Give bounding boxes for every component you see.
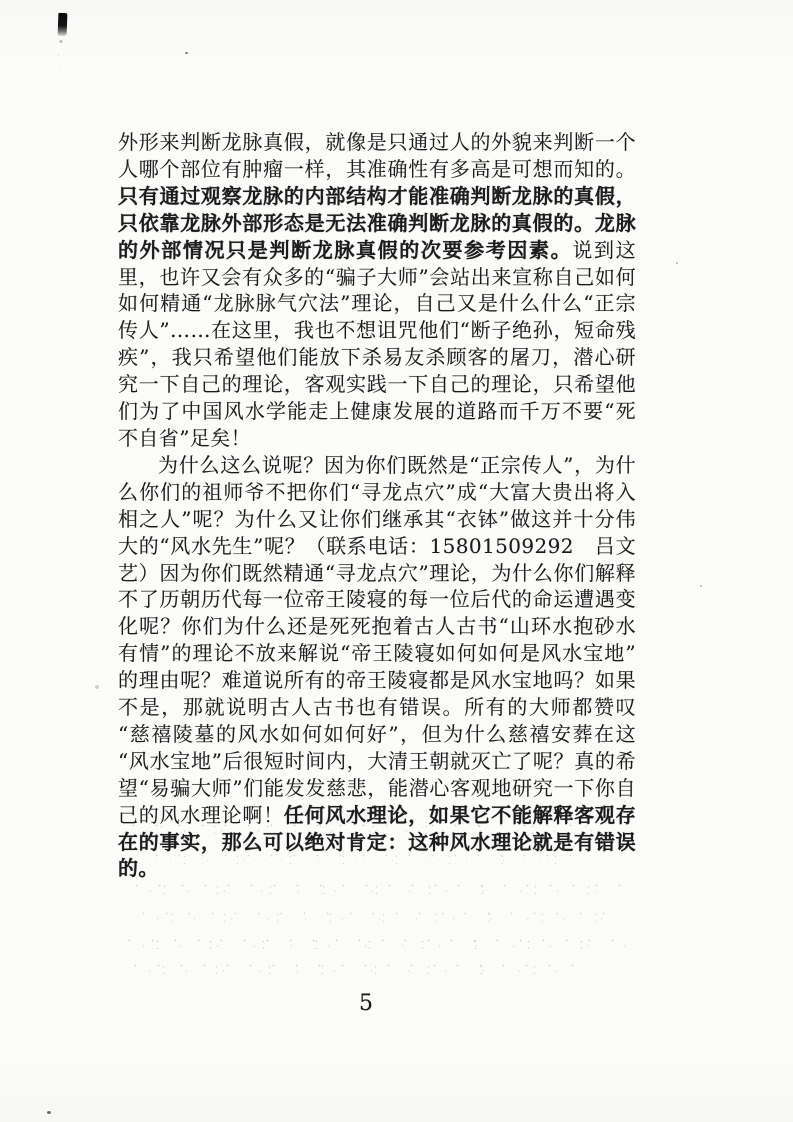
scan-speckle — [95, 685, 99, 689]
ink-blot-artifact — [58, 13, 68, 36]
page-number: 5 — [359, 991, 373, 1016]
text-block — [118, 129, 636, 882]
noise-row — [125, 880, 625, 894]
noise-row — [118, 935, 628, 949]
text-segment: 为什么这么说呢？因为你们既然是“正宗传人”，为什么你们的祖师爷不把你们“寻龙点穴”成“大富大贵出将入相之人”呢？为什么又让你们继承其“衣钵”做这并十分伟大的“风水先生”呢？（联系电话：15801509292 吕文艺）因为你们既然精通“寻龙点穴”理论，为什么你们解释不了历朝历代每一位帝王陵寝的每一位后代的命运遭遇变化呢？你们为什么还是死死抱着古人古书“山环水抱砂水有情”的理论不放来解说“帝王陵寝如何如何是风水宝地”的理由呢？难道说所有的帝王陵寝都是风水宝地吗？如果不是，那就说明古人古书也有错误。所有的大师都赞叹“慈禧陵墓的风水如何如何好”，但为什么慈禧安葬在这“风水宝地”后很短时间内，大清王朝就灭亡了呢？真的希望“易骗大师”们能发发慈悲，能潜心客观地研究一下你自己的风水理论啊！ — [118, 452, 636, 827]
scan-speckle — [185, 52, 188, 54]
bold-text-segment: 只有通过观察龙脉的内部结构才能准确判断龙脉的真假，只依靠龙脉外部形态是无法准确判断龙脉的真假的。龙脉的外部情况只是判断龙脉真假的次要参考因素。 — [118, 183, 636, 262]
noise-row — [132, 908, 612, 922]
noise-row — [122, 820, 592, 834]
scan-speckle — [47, 1111, 51, 1114]
noise-row — [124, 960, 584, 974]
paragraph — [118, 129, 636, 452]
text-segment: 外形来判断龙脉真假，就像是只通过人的外貌来判断一个人哪个部位有肿瘤一样，其准确性有多高是可想而知的。 — [118, 130, 636, 181]
noise-row — [145, 850, 575, 864]
scan-speckle — [676, 262, 678, 264]
scan-speckle — [700, 585, 702, 587]
bold-text-segment: 任何风水理论，如果它不能解释客观存在的事实，那么可以绝对肯定：这种风水理论就是有错误的。 — [118, 802, 636, 881]
paragraph — [118, 452, 636, 883]
text-segment: 说到这里，也许又会有众多的“骗子大师”会站出来宣称自己如何如何精通“龙脉脉气穴法”理论，自己又是什么什么“正宗传人”……在这里，我也不想诅咒他们“断子绝孙，短命残疾”，我只希望他们能放下杀易友杀顾客的屠刀，潜心研究一下自己的理论，客观实践一下自己的理论，只希望他们为了中国风水学能走上健康发展的道路而千万不要“死不自省”足矣！ — [118, 237, 636, 450]
